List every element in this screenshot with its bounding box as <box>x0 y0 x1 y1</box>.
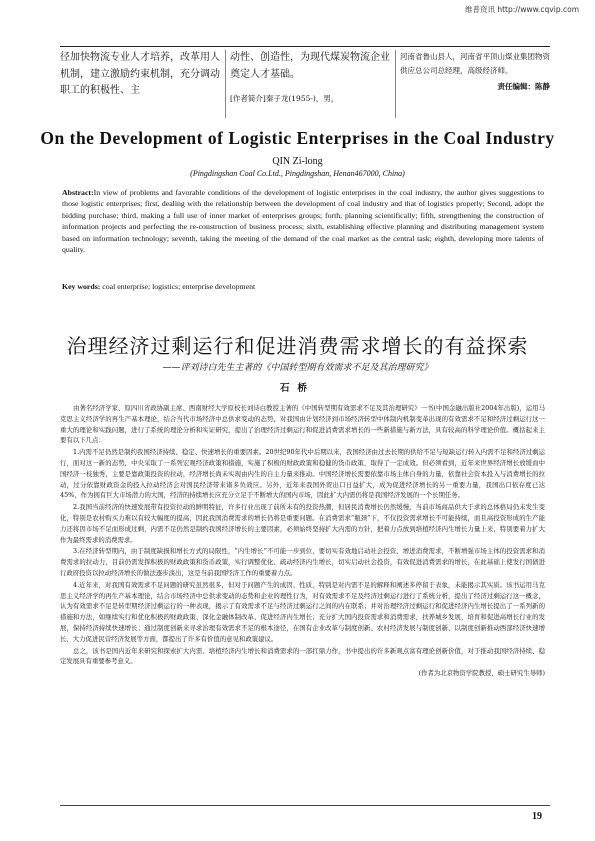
tail-column-3 <box>400 50 550 94</box>
abstract-text: In view of problems and favorable conditions of the development of logistic enterprises in the coal industry, the author gives suggestions to those logistic enterprises; first, dealing with the relationship between the development of coal industry and that of logistics properly; Second, adopt the bidding purchase; third, making a full use of inner market of enterprises groups; forth, planning scientifically; fifth, strengthening the construction of information projects and perfecting the re-construction of business process; sixth, establishing effective planning and distributing management system based on information technology; seventh, taking the meeting of the demand of the coal market as the central task; eighth, developing more talents of quality. <box>62 188 544 255</box>
english-abstract <box>62 187 544 255</box>
body-paragraph: 1.内需不足仍然是制约我国经济持续、稳定、快速增长的重要因素。20世纪90年代中后期以来，我国经济由过去长期的供给不足与短缺运行转入内需不足和经济过剩运行，面对这一新的态势，中央采取了一系列宏观经济政策和措施，实施了积极的财政政策和稳健的货币政策，取得了一定成效。但必须看到，近年来世界经济增长放缓而中国经济一枝独秀，主要是靠政策投资的拉动，经济增长尚未实现由内生的自主力量来推动。中国经济增长需要依靠市场主体自身的力量，依靠社会资本投入与消费增长的拉动，过分依靠财政资金的投入拉动经济会对国民经济带来诸多负效应。另外，近年来我国外贸出口日益扩大，成为促进经济增长的另一重要力量，我国出口依存度已达45%，作为拥有巨大市场潜力的大国，经济的持续增长应充分立足于不断增大的国内市场，因此扩大内需仍将是我国经济发展的一个长期任务。 <box>60 448 545 500</box>
responsible-editor: 责任编辑：陈静 <box>497 82 550 91</box>
body-paragraph: 4.近年来，对我国有效需求不足问题的研究虽然很多，但对于问题产生的成因、性质，特别是对内需不足的解释和阐述多停留于表象，未能揭示其实质。该书运用马克思主义经济学的再生产基本理论，结合市场经济中总供求变动的态势和企业的理性行为，对有效需求不足及经济过剩运行进行了系统分析，提出了经济过剩运行这一概念，认为有效需求不足是转型期经济过剩运行的一种表现，揭示了有效需求不足与经济过剩运行之间的内在联系；并对治理经济过剩运行和促进经济内生增长提出了一系列新的措施和方法，如继续实行和优化积极的财政政策、深化金融体制改革、促进经济内生增长；充分扩大国内投资需求和消费需求，扶养城乡发展，培育和促进高增长行业的发展，保持经济持续快速增长；通过制度创新来寻求治理有效需求不足的根本途径，在国有企业改革与制度创新、农村经济发展与制度创新、以制度创新推动西部经济快速增长、大力促进民营经济发展等方面，都提出了许多有价值的意见和政策建议。 <box>60 580 545 643</box>
body-paragraph: 总之，该书是国内近年来研究和探索扩大内需、培植经济内生增长和消费需求的一部扛鼎力作，书中提出的许多新观点富有理论创新价值，对于推动我国经济持续、稳定发展具有重要参考意义。 <box>60 646 545 666</box>
english-author: QIN Zi-long <box>272 156 323 167</box>
tail-column-2 <box>230 50 390 108</box>
tail-column-2-text: 动性、创造性，为现代煤炭物流企业奠定人才基础。 <box>230 52 390 80</box>
author-bio-start: [作者简介]秦子龙(1955-)，男， <box>230 94 339 103</box>
chinese-author: 石桥 <box>279 383 315 394</box>
chinese-title: 治理经济过剩运行和促进消费需求增长的有益探索 <box>66 334 529 358</box>
watermark: 维普资讯 http://www.cqvip.com <box>464 5 579 14</box>
keywords-label: Key words: <box>62 282 101 291</box>
page-number: 19 <box>532 811 542 822</box>
tail-column-1: 径加快物流专业人才培养，改革用人机制，建立激励约束机制，充分调动职工的积极性、主 <box>60 52 220 96</box>
body-paragraph: 由著名经济学家、原四川省政协副主席、西南财经大学原校长刘诗白教授主著的《中国转型期有效需求不足及其治理研究》一书(中国金融出版社2004年出版)，运用马克思主义经济学的再生产基本理论，结合当代市场经济中总供求变动的态势，对我国由计划经济到市场经济转型中体制内机制变革出现的有效需求不足和经济过剩运行这一重大的理论和实践问题，进行了系统的理论分析和实证研究，提出了治理经济过剩运行和促进消费需求增长的一些新措施与新方法，具有较高的科学理论价值。概括起来主要有以下几点： <box>60 404 545 445</box>
author-bio-continued: 河南省鲁山县人，河南省平顶山煤业集团物资供应总公司总经理，高级经济师。 <box>400 52 550 75</box>
keywords-text: coal enterprise; logistics; enterprise development <box>102 282 256 291</box>
footer-rule <box>60 805 550 806</box>
english-keywords <box>62 282 544 291</box>
column-divider <box>395 50 396 118</box>
body-paragraph: 2.我国当前经济的快速发展带有投资拉动的鲜明特征，许多行业出现了前所未有的投资热潮，但居民消费增长仍然缓慢，当前市场商品供大于求的总体格局仍未发生变化，特别是农村购买力难以有较大幅度的提高，因此我国消费需求的增长仍将是重要问题。在消费需求“瓶颈”下，不仅投资需求增长不可能持续，而且高投资形成的生产能力还将因市场不足而形成过剩，内需不足仍然是制约我国经济增长的主要因素，必须始终坚持扩大内需的方针，把着力点放到培植经济内生增长力量上来，特别要着力扩大作为最终需求的消费需求。 <box>60 503 545 544</box>
english-title: On the Development of Logistic Enterprises in the Coal Industry <box>40 128 555 148</box>
body-paragraph: 3.在经济转型期内，由于制度缺损和增长方式的局限性，“内生增长”不可能一步到位，要切实有效地启动社会投资、增进消费需求，不断增强市场主体的投资需求和消费需求的拉动力，目前仍需发挥积极的财政政策和货币政策，实行调整优化、疏动经济内生增长，切实启动社会投资，有效促进消费需求的增长，在此基础上使发行国债进行政府投资以拉动经济增长的做法逐步淡出，这是当前我国经济工作的重要着力点。 <box>60 547 545 577</box>
chinese-body <box>60 403 545 679</box>
english-affiliation: (Pingdingshan Coal Co.Ltd., Pingdingshan, Henan467000, China) <box>190 169 405 178</box>
author-credit: (作者为北京物资学院教授，硕士研究生导师) <box>418 669 545 678</box>
chinese-subtitle: ——评刘诗白先生主著的《中国转型期有效需求不足及其治理研究》 <box>162 363 433 373</box>
top-rule <box>60 46 550 47</box>
previous-article-tail <box>60 50 550 125</box>
abstract-label: Abstract: <box>62 188 94 197</box>
column-divider <box>225 50 226 118</box>
